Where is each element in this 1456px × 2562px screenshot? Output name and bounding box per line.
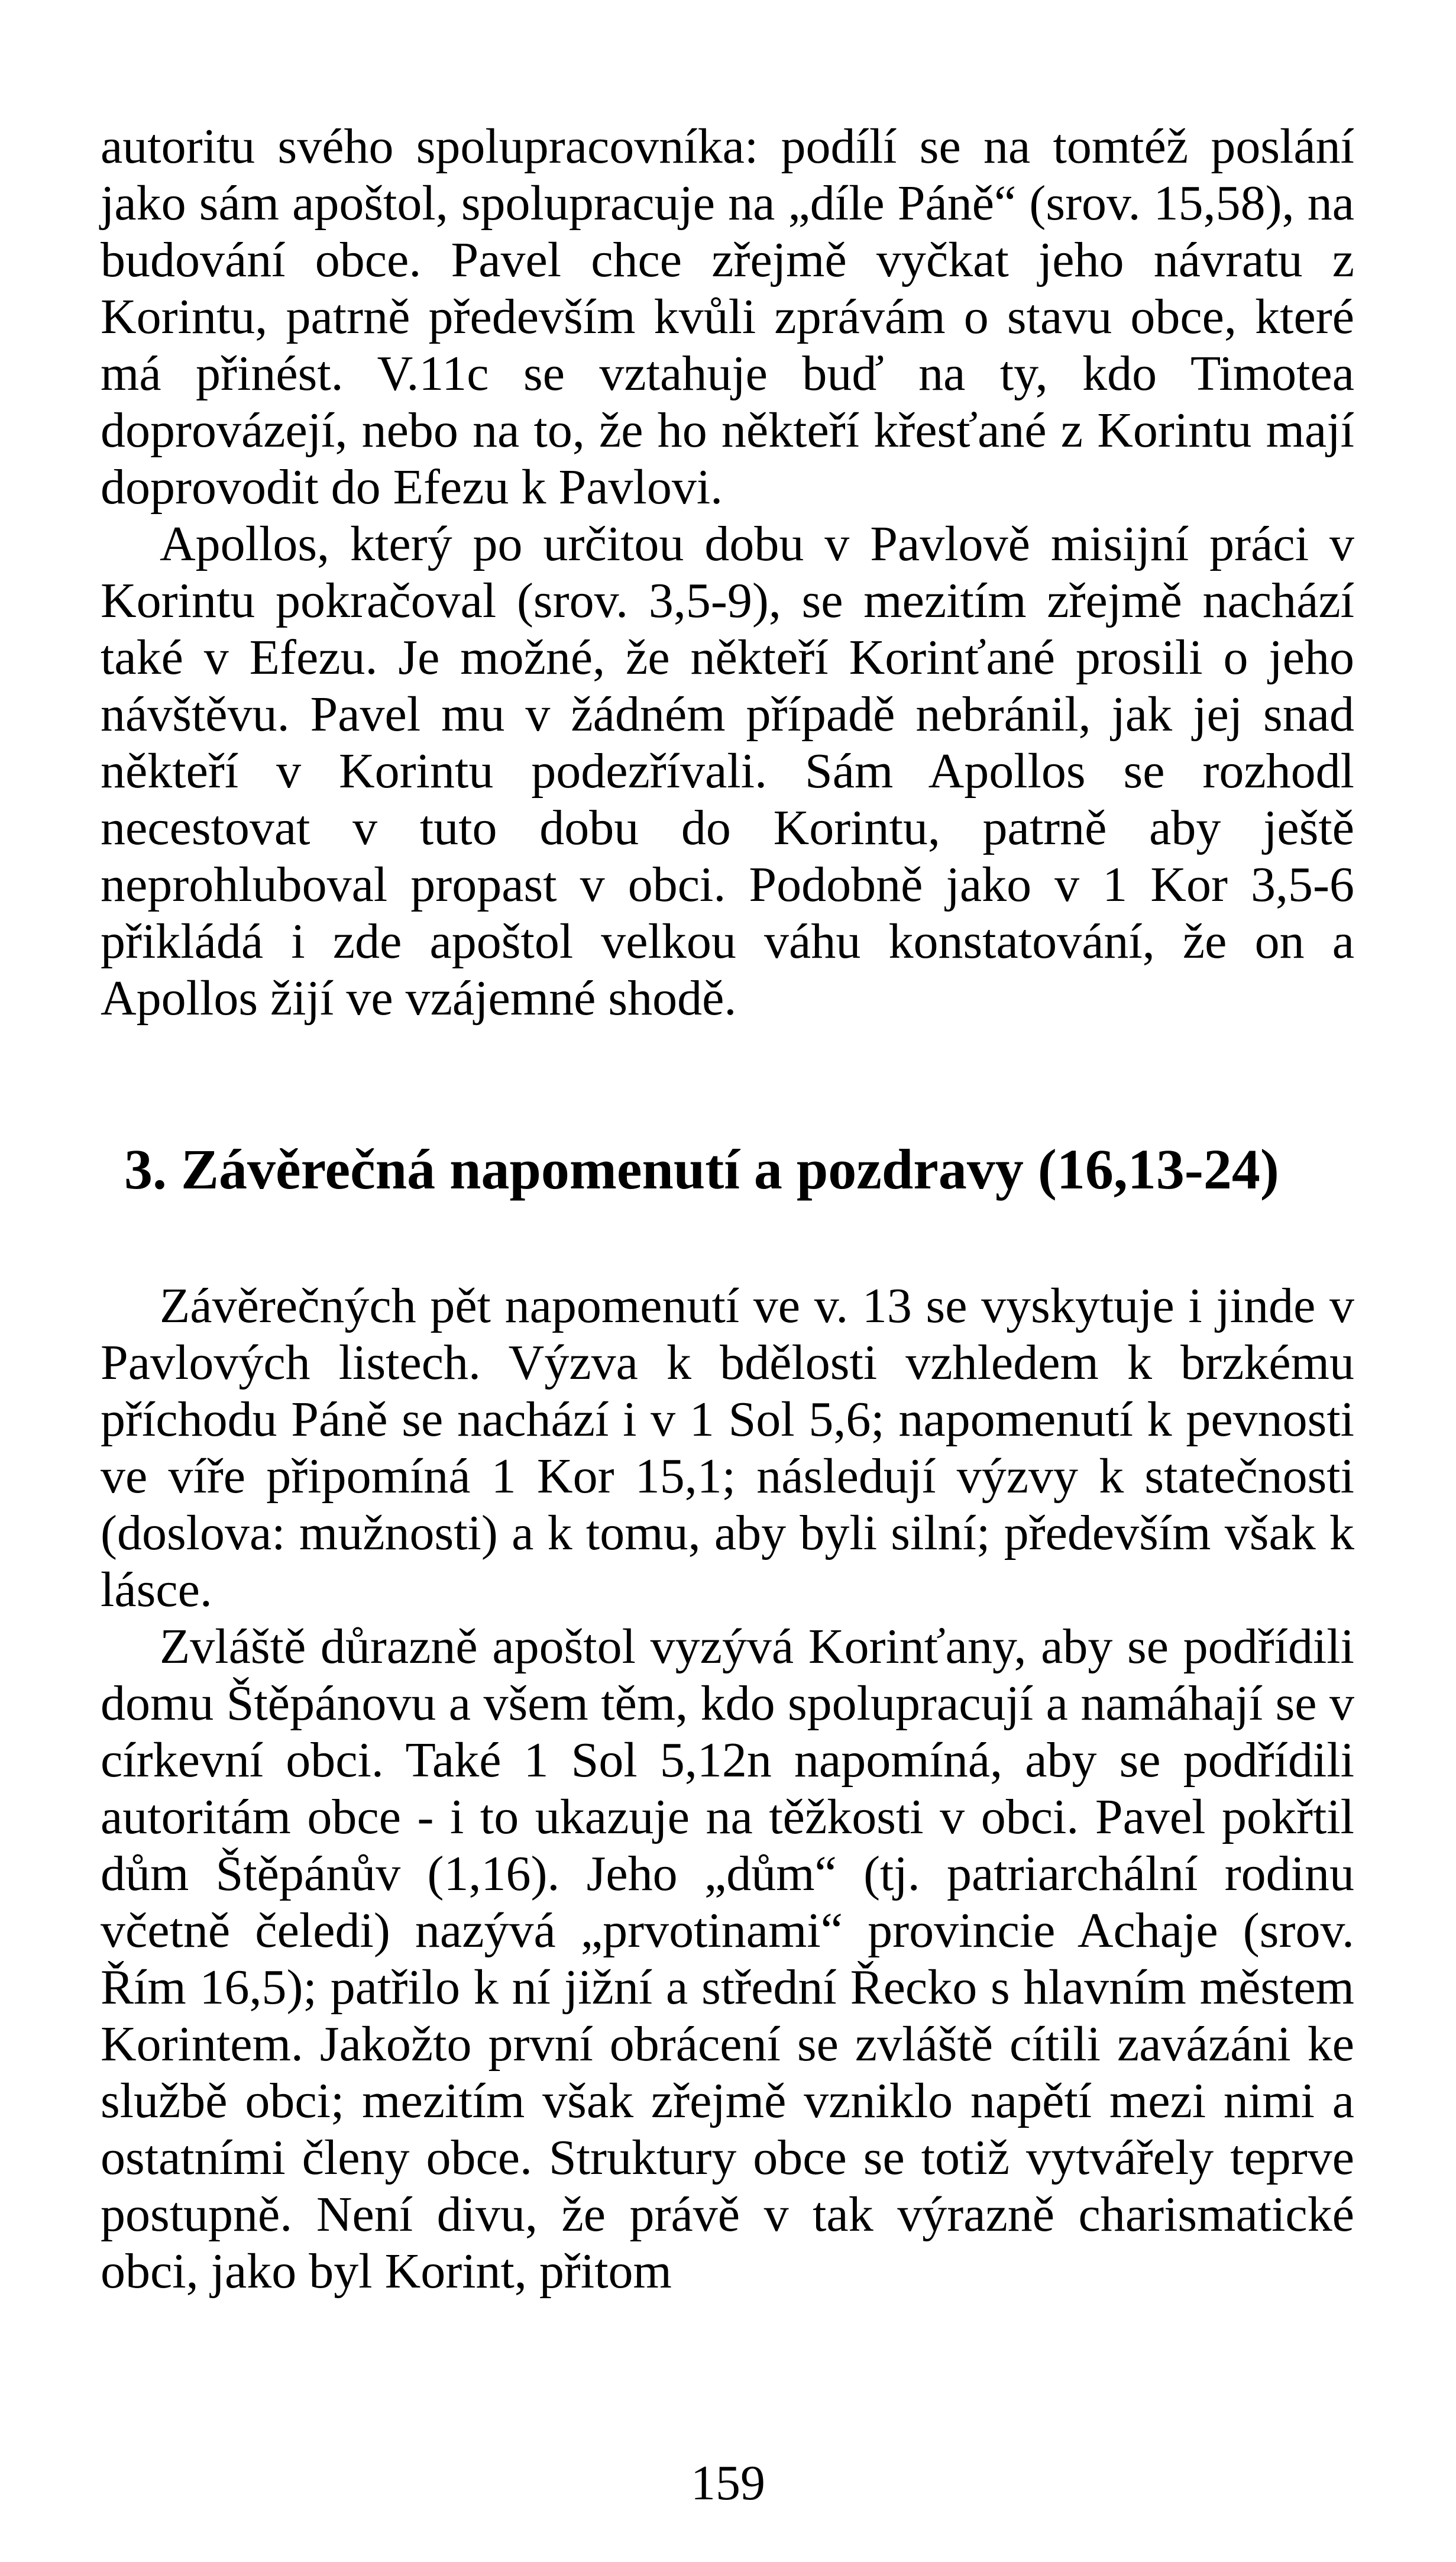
paragraph-apollos: Apollos, který po určitou dobu v Pavlově misijní práci v Korintu pokračoval (srov. 3,5-9), se mezitím zřejmě nachází také v Efezu. Je možné, že někteří Korinťané prosili o jeho návštěvu. Pavel mu v žádném případě nebránil, jak jej snad někteří v Korintu podezřívali. Sám Apollos se rozhodl necestovat v tuto dobu do Korintu, patrně aby ještě neprohluboval propast v obci. Podobně jako v 1 Kor 3,5-6 přikládá i zde apoštol velkou váhu konstatování, že on a Apollos žijí ve vzájemné shodě. [101, 516, 1354, 1026]
page-number: 159 [691, 2456, 765, 2511]
paragraph-household-stephanas: Zvláště důrazně apoštol vyzývá Korinťany, aby se podřídili domu Štěpánovu a všem těm, kdo spolupracují a namáhají se v církevní obci. Také 1 Sol 5,12n napomíná, aby se podřídili autoritám obce - i to ukazuje na těžkosti v obci. Pavel pokřtil dům Štěpánův (1,16). Jeho „dům“ (tj. patriarchální rodinu včetně čeledi) nazývá „prvotinami“ provincie Achaje (srov. Řím 16,5); patřilo k ní jižní a střední Řecko s hlavním městem Korintem. Jakožto první obrácení se zvláště cítili zavázáni ke službě obci; mezitím však zřejmě vzniklo napětí mezi nimi a ostatními členy obce. Struktury obce se totiž vytvářely teprve postupně. Není divu, že právě v tak výrazně charismatické obci, jako byl Korint, přitom [101, 1619, 1354, 2299]
paragraph-final-admonitions: Závěrečných pět napomenutí ve v. 13 se vyskytuje i jinde v Pavlových listech. Výzva k bdělosti vzhledem k brzkému příchodu Páně se nachází i v 1 Sol 5,6; napomenutí k pevnosti ve víře připomíná 1 Kor 15,1; následují výzvy k statečnosti (doslova: mužnosti) a k tomu, aby byli silní; především však k lásce. [101, 1278, 1354, 1617]
page-body [101, 118, 1354, 2300]
paragraph-continuation: autoritu svého spolupracovníka: podílí se na tomtéž poslání jako sám apoštol, spolupracuje na „díle Páně“ (srov. 15,58), na budování obce. Pavel chce zřejmě vyčkat jeho návratu z Korintu, patrně především kvůli zprávám o stavu obce, které má přinést. V.11c se vztahuje buď na ty, kdo Timotea doprovázejí, nebo na to, že ho někteří křesťané z Korintu mají doprovodit do Efezu k Pavlovi. [101, 119, 1354, 515]
section-heading: 3. Závěrečná napomenutí a pozdravy (16,13-24) [124, 1138, 1279, 1201]
